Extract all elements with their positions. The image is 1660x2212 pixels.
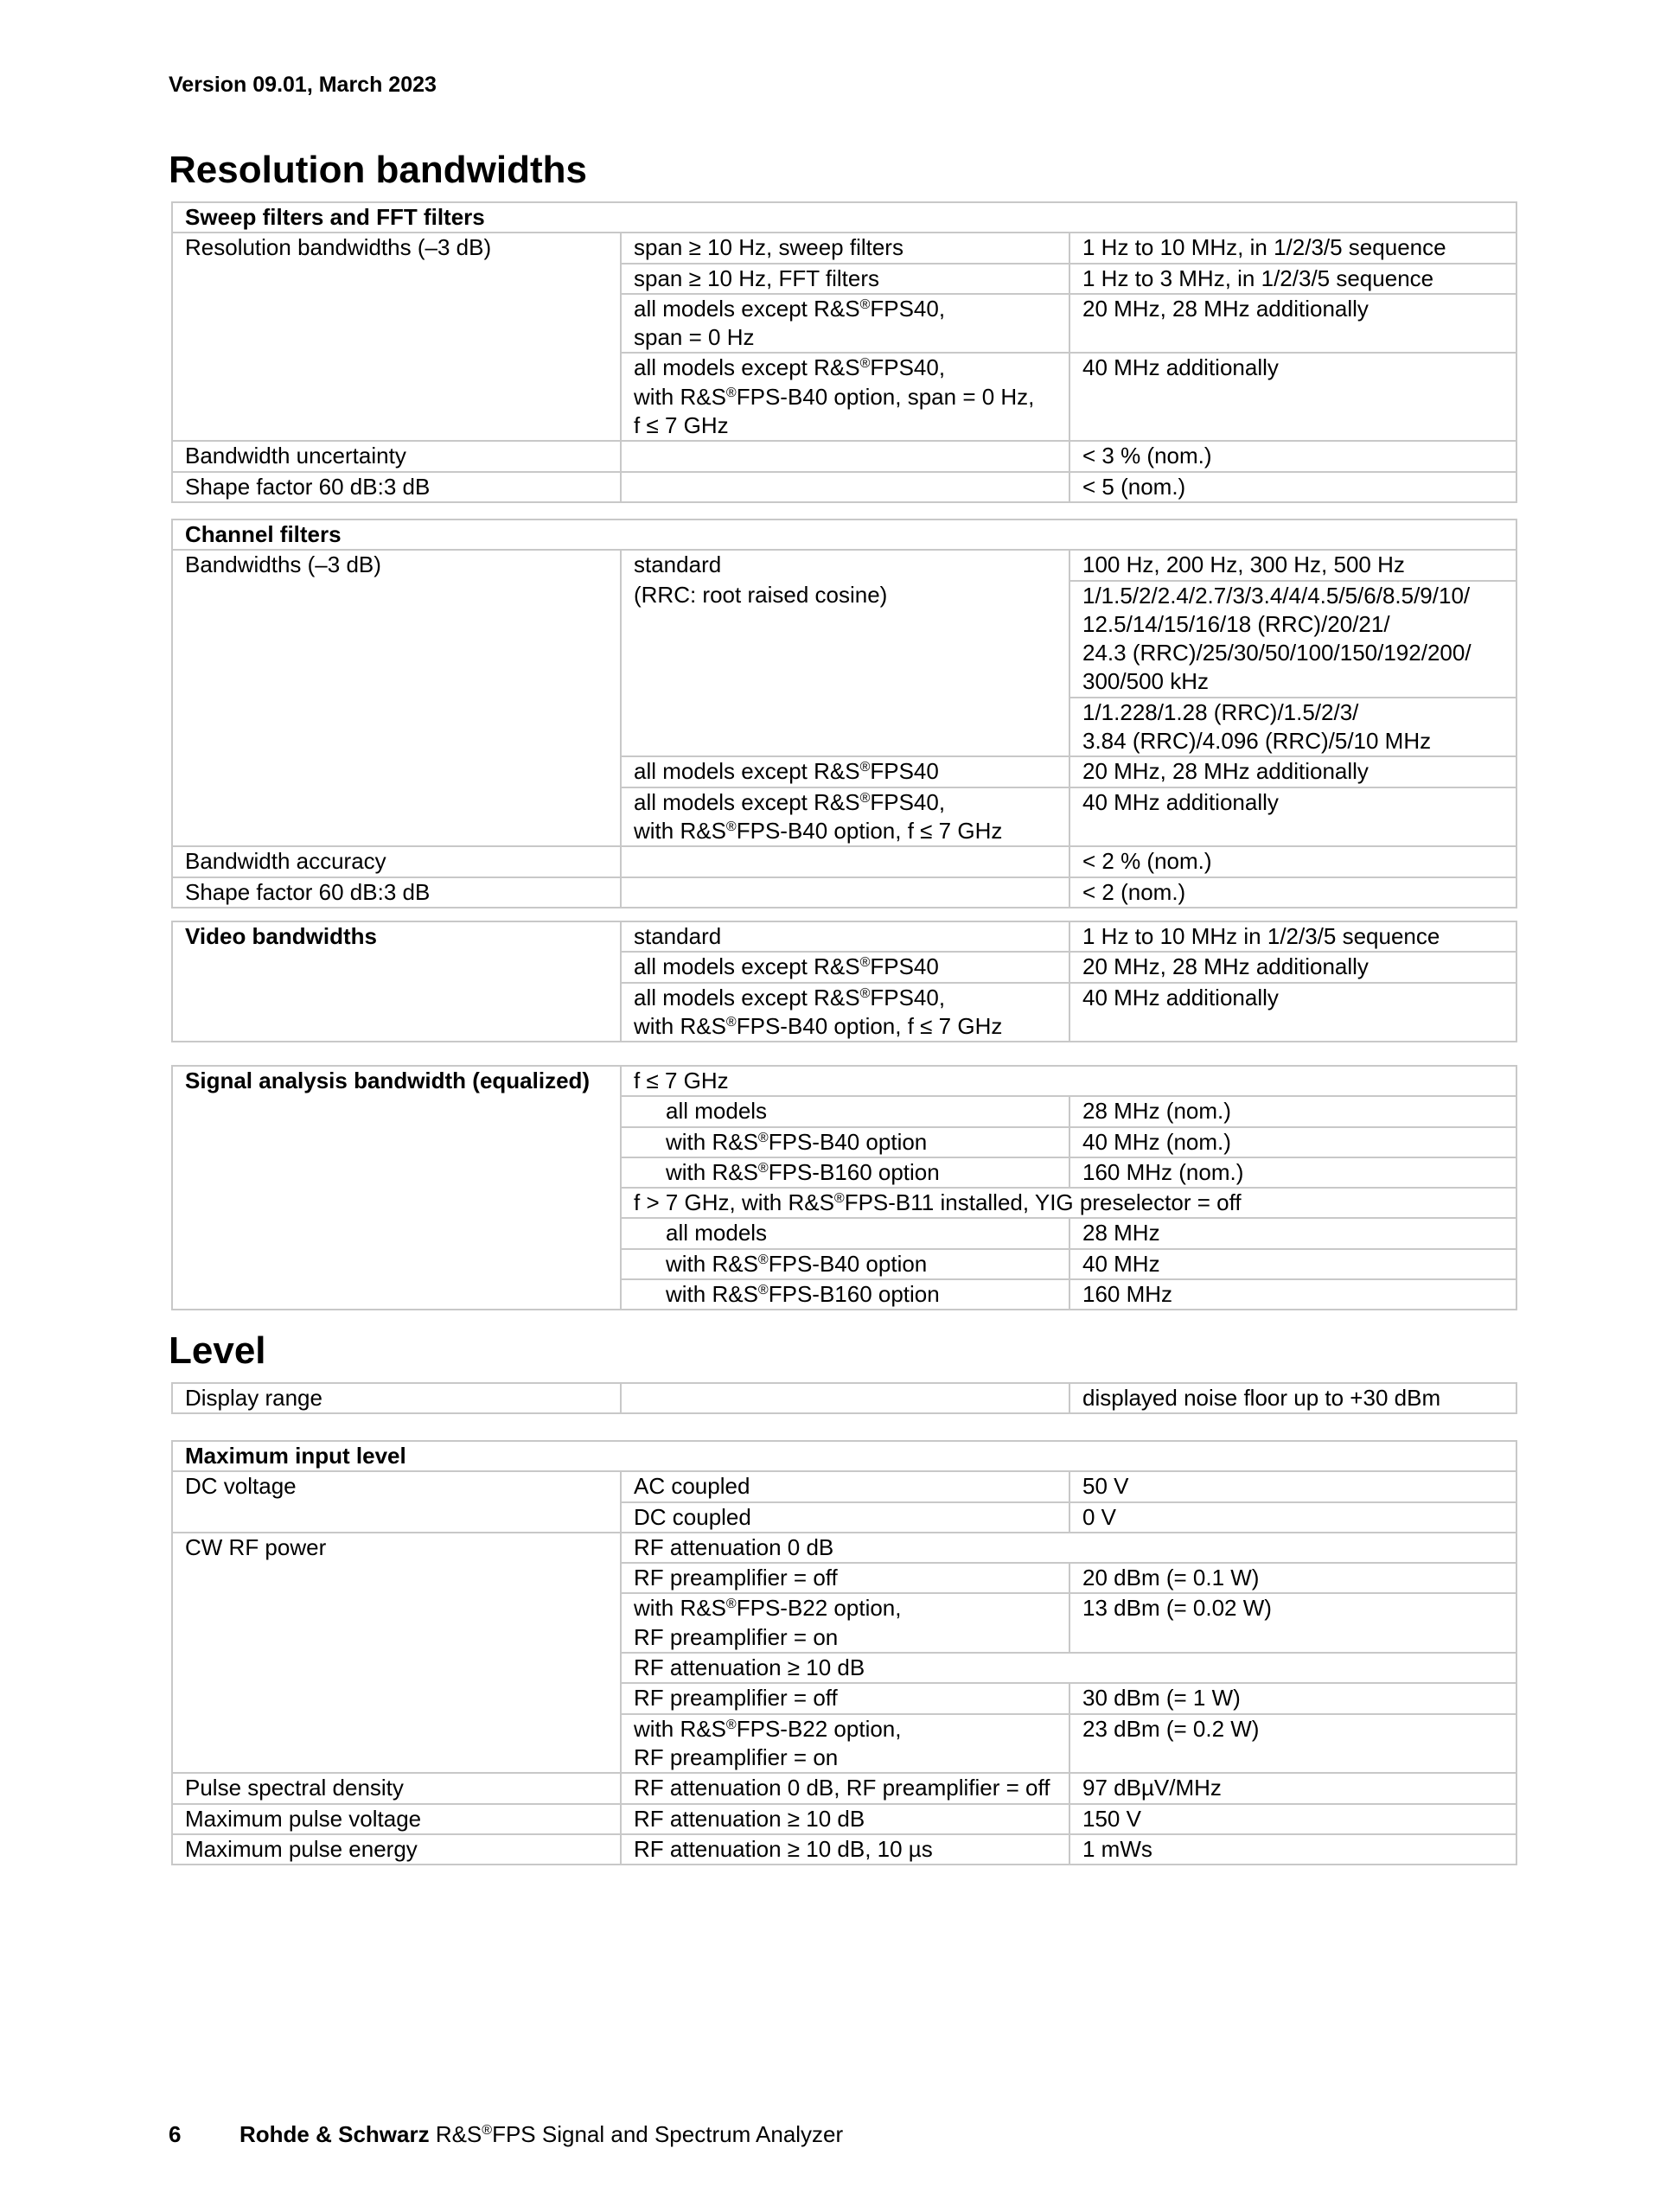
- param-label: Pulse spectral density: [172, 1773, 621, 1803]
- condition-cell: all models except R&S®FPS40: [621, 756, 1069, 787]
- value-cell: 1 Hz to 10 MHz in 1/2/3/5 sequence: [1069, 921, 1516, 952]
- condition-cell: with R&S®FPS-B22 option, RF preamplifier = on: [621, 1714, 1069, 1774]
- condition-cell: standard: [621, 550, 1069, 580]
- condition-cell: RF attenuation ≥ 10 dB: [621, 1804, 1069, 1834]
- value-cell: 28 MHz (nom.): [1069, 1096, 1516, 1126]
- value-cell: 1 Hz to 10 MHz, in 1/2/3/5 sequence: [1069, 233, 1516, 263]
- section-title-level: Level: [169, 1329, 266, 1372]
- condition-cell: span ≥ 10 Hz, sweep filters: [621, 233, 1069, 263]
- param-label: Bandwidth accuracy: [172, 846, 621, 877]
- value-cell: 20 MHz, 28 MHz additionally: [1069, 952, 1516, 982]
- section-title-resolution: Resolution bandwidths: [169, 149, 587, 191]
- sweep-filters-table: [171, 201, 1517, 503]
- value-cell: 1 Hz to 3 MHz, in 1/2/3/5 sequence: [1069, 264, 1516, 294]
- value-cell: 30 dBm (= 1 W): [1069, 1683, 1516, 1713]
- condition-cell: RF preamplifier = off: [621, 1683, 1069, 1713]
- param-label: DC voltage: [172, 1471, 621, 1533]
- value-cell: 40 MHz additionally: [1069, 787, 1516, 847]
- value-cell: 1/1.228/1.28 (RRC)/1.5/2/3/ 3.84 (RRC)/4.096 (RRC)/5/10 MHz: [1069, 698, 1516, 757]
- condition-cell: all models except R&S®FPS40, span = 0 Hz: [621, 294, 1069, 354]
- value-cell: 50 V: [1069, 1471, 1516, 1501]
- value-cell: < 3 % (nom.): [1069, 441, 1516, 471]
- table-header: Channel filters: [172, 520, 1516, 550]
- footer-brand: Rohde & Schwarz: [239, 2121, 430, 2147]
- condition-cell: [621, 1383, 1069, 1413]
- value-cell: 40 MHz additionally: [1069, 353, 1516, 441]
- video-bandwidths-table: [171, 921, 1517, 1042]
- value-cell: 13 dBm (= 0.02 W): [1069, 1593, 1516, 1653]
- value-cell: 160 MHz (nom.): [1069, 1157, 1516, 1188]
- param-label: Video bandwidths: [172, 921, 621, 1042]
- condition-cell: DC coupled: [621, 1502, 1069, 1533]
- param-label: Shape factor 60 dB:3 dB: [172, 877, 621, 908]
- condition-cell: [621, 846, 1069, 877]
- condition-cell: all models except R&S®FPS40: [621, 952, 1069, 982]
- param-label: Display range: [172, 1383, 621, 1413]
- table-header: Maximum input level: [172, 1441, 1516, 1471]
- condition-cell: all models except R&S®FPS40, with R&S®FPS-B40 option, f ≤ 7 GHz: [621, 983, 1069, 1042]
- condition-cell: all models except R&S®FPS40, with R&S®FPS-B40 option, f ≤ 7 GHz: [621, 787, 1069, 847]
- condition-cell: all models except R&S®FPS40, with R&S®FPS-B40 option, span = 0 Hz, f ≤ 7 GHz: [621, 353, 1069, 441]
- value-cell: < 2 % (nom.): [1069, 846, 1516, 877]
- value-cell: 20 dBm (= 0.1 W): [1069, 1563, 1516, 1593]
- value-cell: 28 MHz: [1069, 1218, 1516, 1248]
- condition-cell: [621, 441, 1069, 471]
- value-cell: 40 MHz additionally: [1069, 983, 1516, 1042]
- condition-cell: with R&S®FPS-B160 option: [621, 1157, 1069, 1188]
- version-label: Version 09.01, March 2023: [169, 73, 437, 97]
- signal-analysis-bandwidth-table: [171, 1065, 1517, 1310]
- condition-cell: [621, 472, 1069, 502]
- condition-cell: f > 7 GHz, with R&S®FPS-B11 installed, YIG preselector = off: [621, 1188, 1516, 1218]
- condition-cell: (RRC: root raised cosine): [621, 581, 1069, 757]
- condition-cell: RF attenuation ≥ 10 dB, 10 µs: [621, 1834, 1069, 1865]
- condition-cell: AC coupled: [621, 1471, 1069, 1501]
- condition-cell: RF attenuation 0 dB: [621, 1533, 1516, 1563]
- condition-cell: standard: [621, 921, 1069, 952]
- value-cell: < 2 (nom.): [1069, 877, 1516, 908]
- value-cell: 20 MHz, 28 MHz additionally: [1069, 756, 1516, 787]
- value-cell: 1/1.5/2/2.4/2.7/3/3.4/4/4.5/5/6/8.5/9/10/ 12.5/14/15/16/18 (RRC)/20/21/ 24.3 (RRC)/25/30/50/100/150/192/200/ 300/500 kHz: [1069, 581, 1516, 698]
- condition-cell: RF preamplifier = off: [621, 1563, 1069, 1593]
- value-cell: 40 MHz: [1069, 1249, 1516, 1279]
- condition-cell: with R&S®FPS-B160 option: [621, 1279, 1069, 1310]
- param-label: Signal analysis bandwidth (equalized): [172, 1066, 621, 1310]
- value-cell: 23 dBm (= 0.2 W): [1069, 1714, 1516, 1774]
- table-header: Sweep filters and FFT filters: [172, 202, 1516, 233]
- value-cell: 20 MHz, 28 MHz additionally: [1069, 294, 1516, 354]
- display-range-table: [171, 1382, 1517, 1414]
- page-number: 6: [169, 2121, 182, 2147]
- footer-product: R&S®FPS Signal and Spectrum Analyzer: [429, 2121, 844, 2147]
- condition-cell: span ≥ 10 Hz, FFT filters: [621, 264, 1069, 294]
- param-label: Bandwidths (–3 dB): [172, 550, 621, 846]
- page-footer: [169, 2121, 843, 2148]
- param-label: CW RF power: [172, 1533, 621, 1773]
- condition-cell: with R&S®FPS-B40 option: [621, 1127, 1069, 1157]
- value-cell: 0 V: [1069, 1502, 1516, 1533]
- condition-cell: RF attenuation ≥ 10 dB: [621, 1653, 1516, 1683]
- value-cell: 40 MHz (nom.): [1069, 1127, 1516, 1157]
- param-label: Maximum pulse voltage: [172, 1804, 621, 1834]
- param-label: Shape factor 60 dB:3 dB: [172, 472, 621, 502]
- value-cell: 97 dBµV/MHz: [1069, 1773, 1516, 1803]
- condition-cell: f ≤ 7 GHz: [621, 1066, 1516, 1096]
- channel-filters-table: [171, 519, 1517, 908]
- condition-cell: RF attenuation 0 dB, RF preamplifier = off: [621, 1773, 1069, 1803]
- max-input-level-table: [171, 1440, 1517, 1865]
- value-cell: 150 V: [1069, 1804, 1516, 1834]
- condition-cell: [621, 877, 1069, 908]
- param-label: Maximum pulse energy: [172, 1834, 621, 1865]
- param-label: Resolution bandwidths (–3 dB): [172, 233, 621, 441]
- value-cell: < 5 (nom.): [1069, 472, 1516, 502]
- value-cell: 160 MHz: [1069, 1279, 1516, 1310]
- param-label: Bandwidth uncertainty: [172, 441, 621, 471]
- value-cell: displayed noise floor up to +30 dBm: [1069, 1383, 1516, 1413]
- condition-cell: all models: [621, 1218, 1069, 1248]
- condition-cell: all models: [621, 1096, 1069, 1126]
- value-cell: 1 mWs: [1069, 1834, 1516, 1865]
- condition-cell: with R&S®FPS-B22 option, RF preamplifier = on: [621, 1593, 1069, 1653]
- condition-cell: with R&S®FPS-B40 option: [621, 1249, 1069, 1279]
- value-cell: 100 Hz, 200 Hz, 300 Hz, 500 Hz: [1069, 550, 1516, 580]
